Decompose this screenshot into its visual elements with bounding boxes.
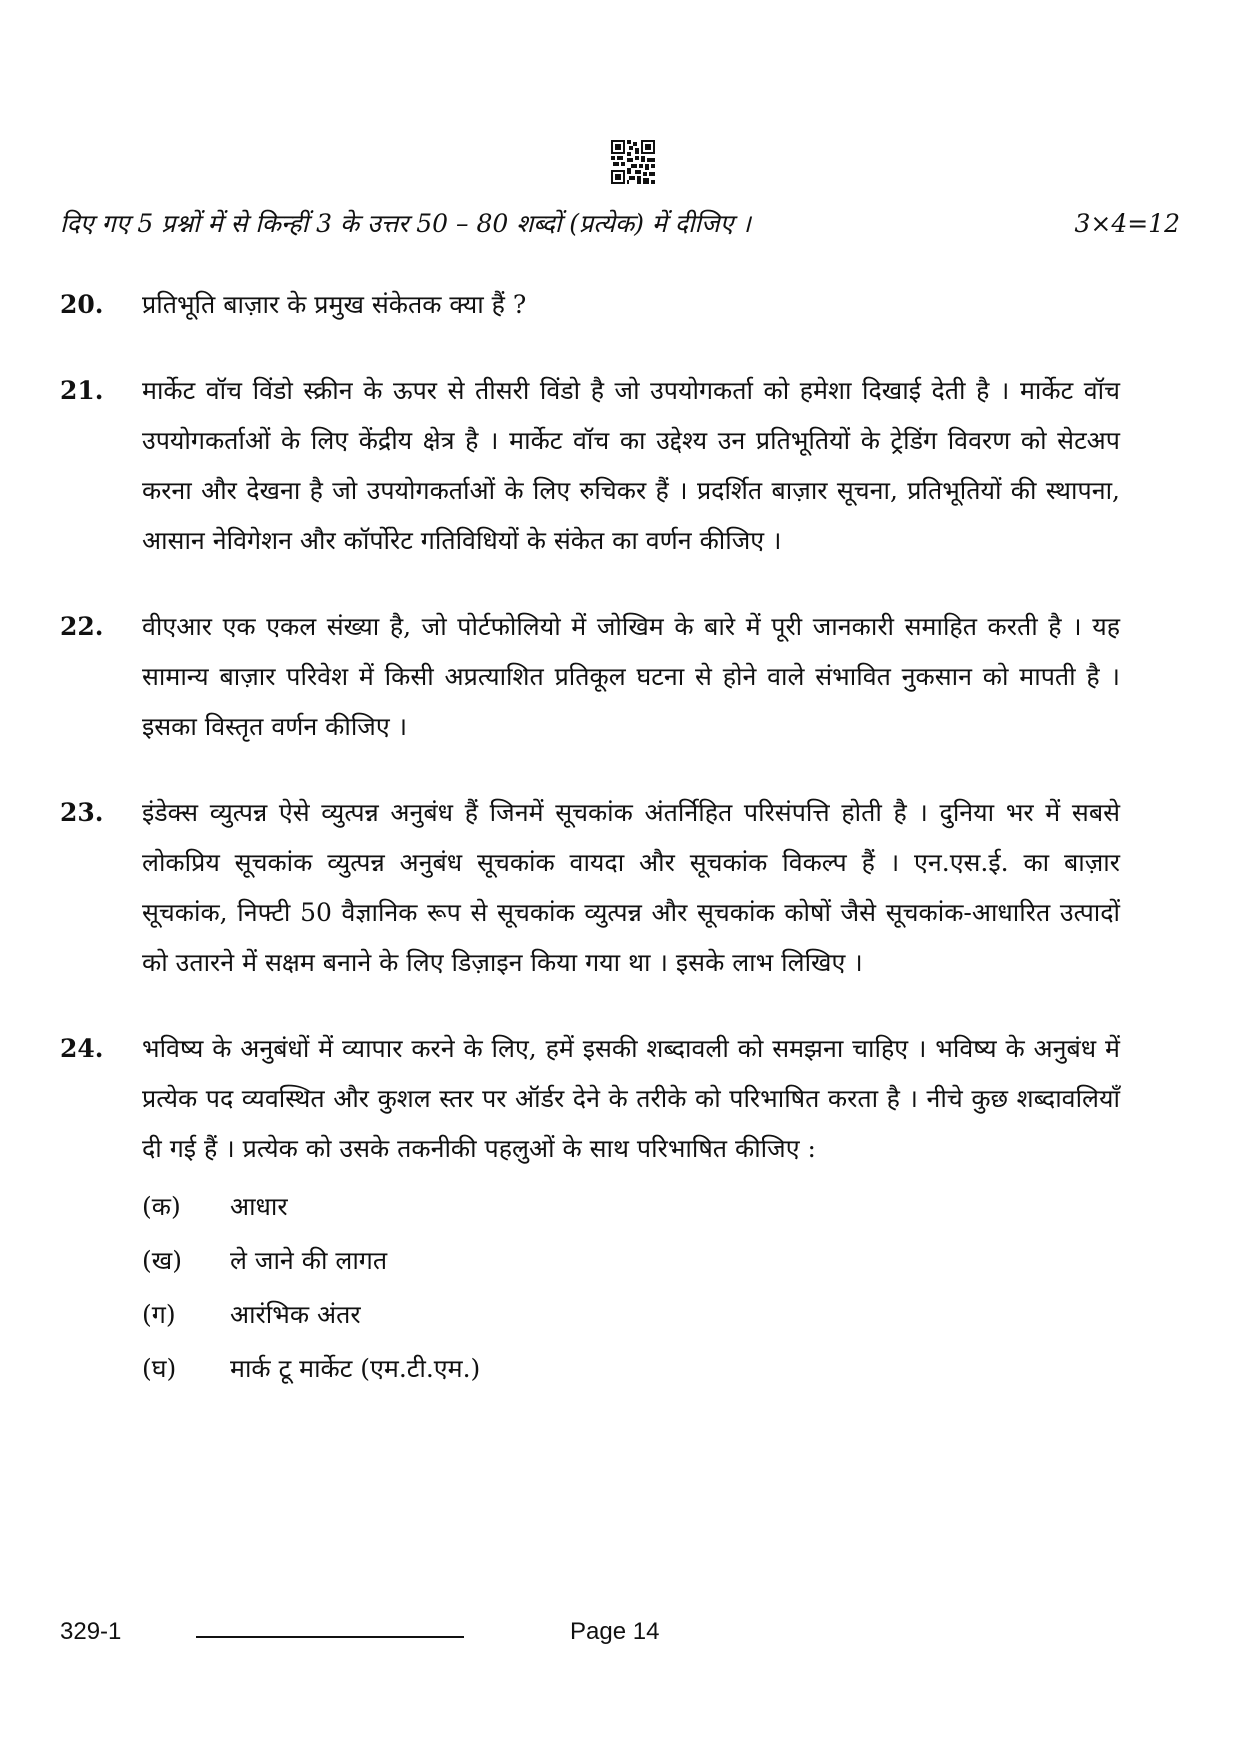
question-20 [60, 280, 1120, 330]
page-footer [60, 1618, 1180, 1658]
paper-code: 329-1 [60, 1618, 122, 1645]
subpart-kha [142, 1234, 1120, 1288]
question-24 [60, 1024, 1120, 1396]
question-text: मार्केट वॉच विंडो स्क्रीन के ऊपर से तीसरी विंडो है जो उपयोगकर्ता को हमेशा दिखाई देती है । मार्केट वॉच उपयोगकर्ताओं के लिए केंद्रीय क्षेत्र है । मार्केट वॉच का उद्देश्य उन प्रतिभूतियों के ट्रेडिंग विवरण को सेटअप करना और देखना है जो उपयोगकर्ताओं के लिए रुचिकर हैं । प्रदर्शित बाज़ार सूचना, प्रतिभूतियों की स्थापना, आसान नेविगेशन और कॉर्पोरेट गतिविधियों के संकेत का वर्णन कीजिए । [142, 376, 1120, 555]
subpart-list [142, 1180, 1120, 1396]
subpart-label: (घ) [142, 1354, 177, 1383]
question-number: 23. [60, 798, 104, 827]
question-number: 24. [60, 1034, 104, 1063]
subpart-label: (क) [142, 1192, 181, 1221]
instruction-text: दिए गए 5 प्रश्नों में से किन्हीं 3 के उत्तर 50 – 80 शब्दों (प्रत्येक) में दीजिए । [60, 209, 751, 238]
subpart-text: आरंभिक अंतर [230, 1300, 361, 1329]
marks-allocation: 3×4=12 [1074, 209, 1180, 238]
question-number: 21. [60, 376, 104, 405]
question-23 [60, 788, 1120, 988]
qr-code-icon [611, 140, 655, 184]
question-text: प्रतिभूति बाज़ार के प्रमुख संकेतक क्या हैं ? [142, 290, 527, 319]
footer-divider [196, 1636, 464, 1638]
instruction-row [60, 206, 1180, 240]
subpart-label: (ग) [142, 1300, 176, 1329]
question-text: वीएआर एक एकल संख्या है, जो पोर्टफोलियो में जोखिम के बारे में पूरी जानकारी समाहित करती है । यह सामान्य बाज़ार परिवेश में किसी अप्रत्याशित प्रतिकूल घटना से होने वाले संभावित नुकसान को मापती है । इसका विस्तृत वर्णन कीजिए । [142, 612, 1120, 741]
question-list [60, 280, 1120, 1432]
question-text: भविष्य के अनुबंधों में व्यापार करने के लिए, हमें इसकी शब्दावली को समझना चाहिए । भविष्य के अनुबंध में प्रत्येक पद व्यवस्थित और कुशल स्तर पर ऑर्डर देने के तरीके को परिभाषित करता है । नीचे कुछ शब्दावलियाँ दी गई हैं । प्रत्येक को उसके तकनीकी पहलुओं के साथ परिभाषित कीजिए : [142, 1034, 1120, 1163]
question-22 [60, 602, 1120, 752]
question-number: 20. [60, 290, 104, 319]
page-number: Page 14 [570, 1618, 660, 1645]
subpart-text: मार्क टू मार्केट (एम.टी.एम.) [230, 1354, 481, 1383]
subpart-text: ले जाने की लागत [230, 1246, 388, 1275]
subpart-text: आधार [230, 1192, 288, 1221]
subpart-gha [142, 1342, 1120, 1396]
subpart-ga [142, 1288, 1120, 1342]
question-text: इंडेक्स व्युत्पन्न ऐसे व्युत्पन्न अनुबंध हैं जिनमें सूचकांक अंतर्निहित परिसंपत्ति होती है । दुनिया भर में सबसे लोकप्रिय सूचकांक व्युत्पन्न अनुबंध सूचकांक वायदा और सूचकांक विकल्प हैं । एन.एस.ई. का बाज़ार सूचकांक, निफ्टी 50 वैज्ञानिक रूप से सूचकांक व्युत्पन्न और सूचकांक कोषों जैसे सूचकांक-आधारित उत्पादों को उतारने में सक्षम बनाने के लिए डिज़ाइन किया गया था । इसके लाभ लिखिए । [142, 798, 1120, 977]
question-number: 22. [60, 612, 104, 641]
subpart-label: (ख) [142, 1246, 182, 1275]
subpart-ka [142, 1180, 1120, 1234]
question-21 [60, 366, 1120, 566]
